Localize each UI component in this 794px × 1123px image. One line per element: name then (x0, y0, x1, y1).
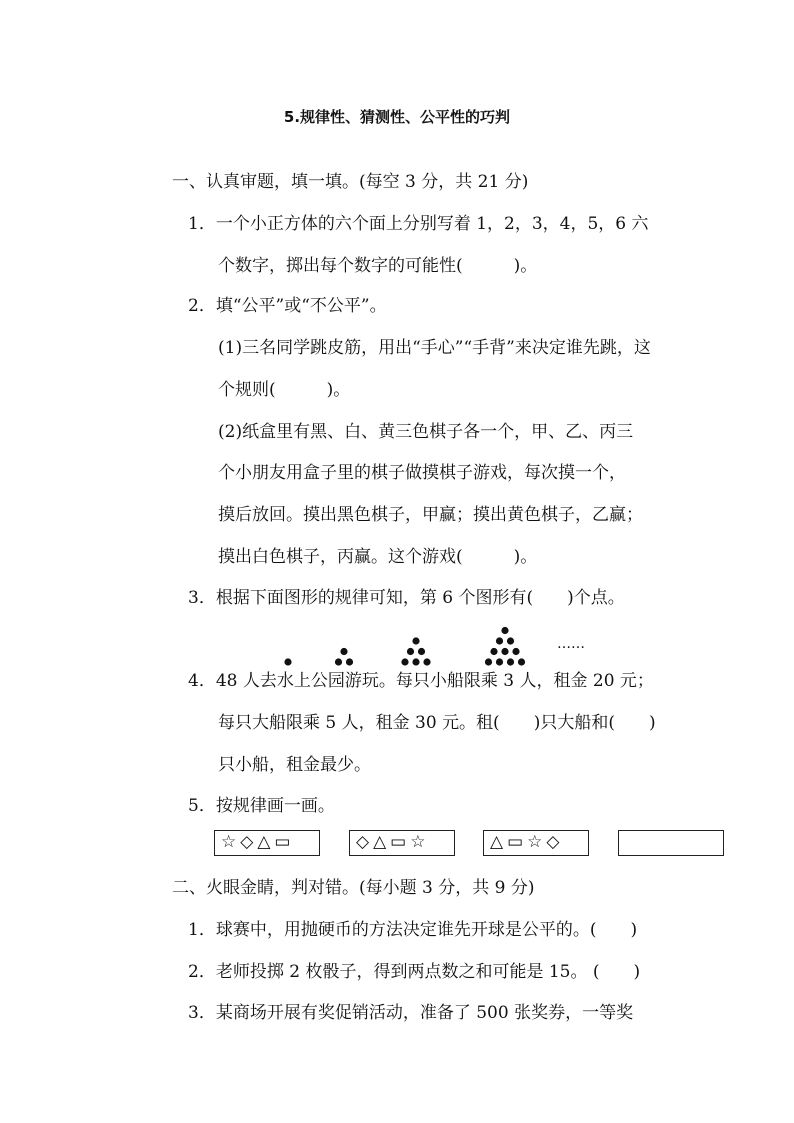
pattern-dot (340, 648, 347, 655)
question-5-line-1: 5．按规律画一画。 (188, 796, 335, 816)
question-4-line-2: 每只大船限乘 5 人，租金 30 元。租( )只大船和( ) (218, 713, 656, 733)
question-2-part-1-line-2: 个规则( )。 (218, 380, 351, 400)
pattern-dot (496, 637, 503, 644)
pattern-dot (507, 658, 514, 665)
pattern-dot (284, 658, 291, 665)
pattern-box-1: ☆◇△▭ (214, 830, 320, 856)
question-1-line-1: 1．一个小正方体的六个面上分别写着 1，2，3，4，5，6 六 (188, 214, 649, 234)
question-2-part-1-line-1: (1)三名同学跳皮筋，用出“手心”“手背”来决定谁先跳，这 (218, 338, 651, 358)
page-title: 5.规律性、猜测性、公平性的巧判 (283, 108, 511, 126)
pattern-dot (401, 658, 408, 665)
pattern-dot (501, 627, 508, 634)
pattern-box-3: △▭☆◇ (483, 830, 589, 856)
pattern-dot (490, 648, 497, 655)
pattern-dot (346, 658, 353, 665)
question-1-line-2: 个数字，掷出每个数字的可能性( )。 (218, 256, 538, 276)
pattern-dot (518, 658, 525, 665)
pattern-box-2: ◇△▭☆ (349, 830, 455, 856)
pattern-dot (335, 658, 342, 665)
pattern-dot (412, 658, 419, 665)
question-3-line-1: 3．根据下面图形的规律可知，第 6 个图形有( )个点。 (188, 588, 625, 608)
pattern-dot (496, 658, 503, 665)
pattern-dot (412, 637, 419, 644)
pattern-box-4-answer[interactable] (618, 830, 724, 856)
pattern-dot (501, 648, 508, 655)
question-2-line-1: 2．填“公平”或“不公平”。 (188, 296, 387, 316)
question-2-part-2-line-4: 摸出白色棋子，丙赢。这个游戏( )。 (218, 547, 538, 567)
pattern-dot (423, 658, 430, 665)
question-2-part-2-line-3: 摸后放回。摸出黑色棋子，甲赢；摸出黄色棋子，乙赢； (218, 505, 643, 525)
pattern-dot (507, 637, 514, 644)
section-2-question-3: 3．某商场开展有奖促销活动，准备了 500 张奖券，一等奖 (188, 1003, 634, 1023)
pattern-dot (512, 648, 519, 655)
section-2-heading: 二、火眼金睛，判对错。(每小题 3 分，共 9 分) (172, 878, 535, 898)
question-2-part-2-line-1: (2)纸盒里有黑、白、黄三色棋子各一个，甲、乙、丙三 (218, 422, 634, 442)
triangle-dot-pattern (270, 608, 600, 670)
section-1-heading: 一、认真审题，填一填。(每空 3 分，共 21 分) (172, 172, 529, 192)
question-4-line-3: 只小船，租金最少。 (218, 755, 371, 775)
pattern-dot (407, 648, 414, 655)
dot-pattern-ellipsis: …… (557, 636, 585, 652)
pattern-dot (418, 648, 425, 655)
section-2-question-1: 1．球赛中，用抛硬币的方法决定谁先开球是公平的。( ) (188, 920, 638, 940)
pattern-dot (485, 658, 492, 665)
question-2-part-2-line-2: 个小朋友用盒子里的棋子做摸棋子游戏，每次摸一个， (218, 463, 626, 483)
question-4-line-1: 4．48 人去水上公园游玩。每只小船限乘 3 人，租金 20 元； (188, 671, 654, 691)
section-2-question-2: 2．老师投掷 2 枚骰子，得到两点数之和可能是 15。 ( ) (188, 962, 641, 982)
